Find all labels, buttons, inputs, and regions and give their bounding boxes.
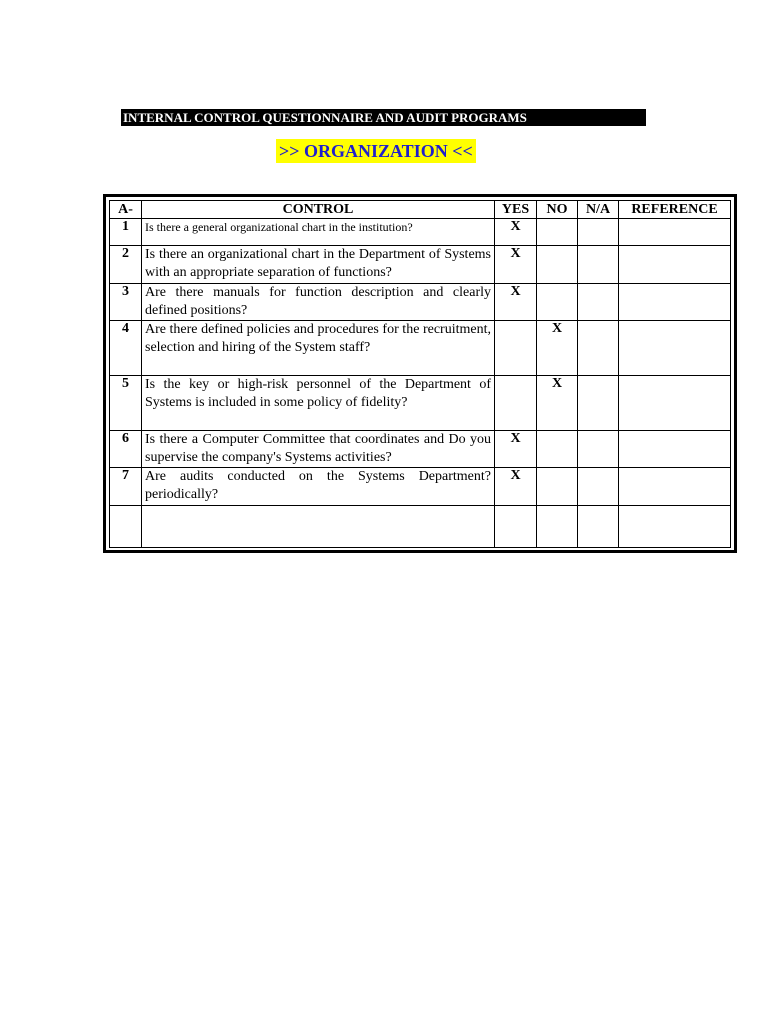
reference-cell xyxy=(619,246,731,284)
table-row xyxy=(110,506,731,548)
header-reference: REFERENCE xyxy=(619,201,731,219)
reference-cell xyxy=(619,284,731,321)
no-mark xyxy=(537,246,578,284)
reference-cell xyxy=(619,219,731,246)
row-number: 5 xyxy=(110,376,142,431)
table-row xyxy=(110,219,731,246)
header-yes: YES xyxy=(495,201,537,219)
reference-cell xyxy=(619,431,731,468)
header-num: A- xyxy=(110,201,142,219)
table-row xyxy=(110,468,731,506)
table-row xyxy=(110,321,731,376)
questionnaire-frame xyxy=(103,194,737,553)
control-question: Is there a general organizational chart in the institution? xyxy=(142,219,495,246)
yes-mark: X xyxy=(495,431,537,468)
yes-mark xyxy=(495,376,537,431)
table-row xyxy=(110,431,731,468)
section-subtitle: >> ORGANIZATION << xyxy=(276,139,476,163)
questionnaire-table xyxy=(109,200,731,548)
no-mark: X xyxy=(537,376,578,431)
na-mark xyxy=(578,506,619,548)
reference-cell xyxy=(619,468,731,506)
yes-mark: X xyxy=(495,468,537,506)
document-title: INTERNAL CONTROL QUESTIONNAIRE AND AUDIT PROGRAMS xyxy=(121,109,646,126)
row-number: 1 xyxy=(110,219,142,246)
row-number: 7 xyxy=(110,468,142,506)
na-mark xyxy=(578,219,619,246)
control-question: Is the key or high-risk personnel of the Department of Systems is included in some policy of fidelity? xyxy=(142,376,495,431)
no-mark xyxy=(537,284,578,321)
yes-mark: X xyxy=(495,246,537,284)
reference-cell xyxy=(619,321,731,376)
header-no: NO xyxy=(537,201,578,219)
yes-mark xyxy=(495,506,537,548)
control-question: Are there defined policies and procedures for the recruitment, selection and hiring of the System staff? xyxy=(142,321,495,376)
na-mark xyxy=(578,284,619,321)
no-mark: X xyxy=(537,321,578,376)
na-mark xyxy=(578,468,619,506)
na-mark xyxy=(578,376,619,431)
na-mark xyxy=(578,246,619,284)
no-mark xyxy=(537,219,578,246)
na-mark xyxy=(578,431,619,468)
table-row xyxy=(110,376,731,431)
control-question: Is there an organizational chart in the Department of Systems with an appropriate separation of functions? xyxy=(142,246,495,284)
control-question: Are audits conducted on the Systems Department? periodically? xyxy=(142,468,495,506)
no-mark xyxy=(537,431,578,468)
header-na: N/A xyxy=(578,201,619,219)
row-number: 6 xyxy=(110,431,142,468)
row-number xyxy=(110,506,142,548)
yes-mark: X xyxy=(495,219,537,246)
table-row xyxy=(110,284,731,321)
no-mark xyxy=(537,468,578,506)
reference-cell xyxy=(619,376,731,431)
no-mark xyxy=(537,506,578,548)
row-number: 3 xyxy=(110,284,142,321)
table-row xyxy=(110,246,731,284)
table-header-row xyxy=(110,201,731,219)
yes-mark xyxy=(495,321,537,376)
row-number: 2 xyxy=(110,246,142,284)
yes-mark: X xyxy=(495,284,537,321)
header-control: CONTROL xyxy=(142,201,495,219)
control-question: Are there manuals for function description and clearly defined positions? xyxy=(142,284,495,321)
reference-cell xyxy=(619,506,731,548)
control-question xyxy=(142,506,495,548)
row-number: 4 xyxy=(110,321,142,376)
na-mark xyxy=(578,321,619,376)
control-question: Is there a Computer Committee that coordinates and Do you supervise the company's Systems activities? xyxy=(142,431,495,468)
